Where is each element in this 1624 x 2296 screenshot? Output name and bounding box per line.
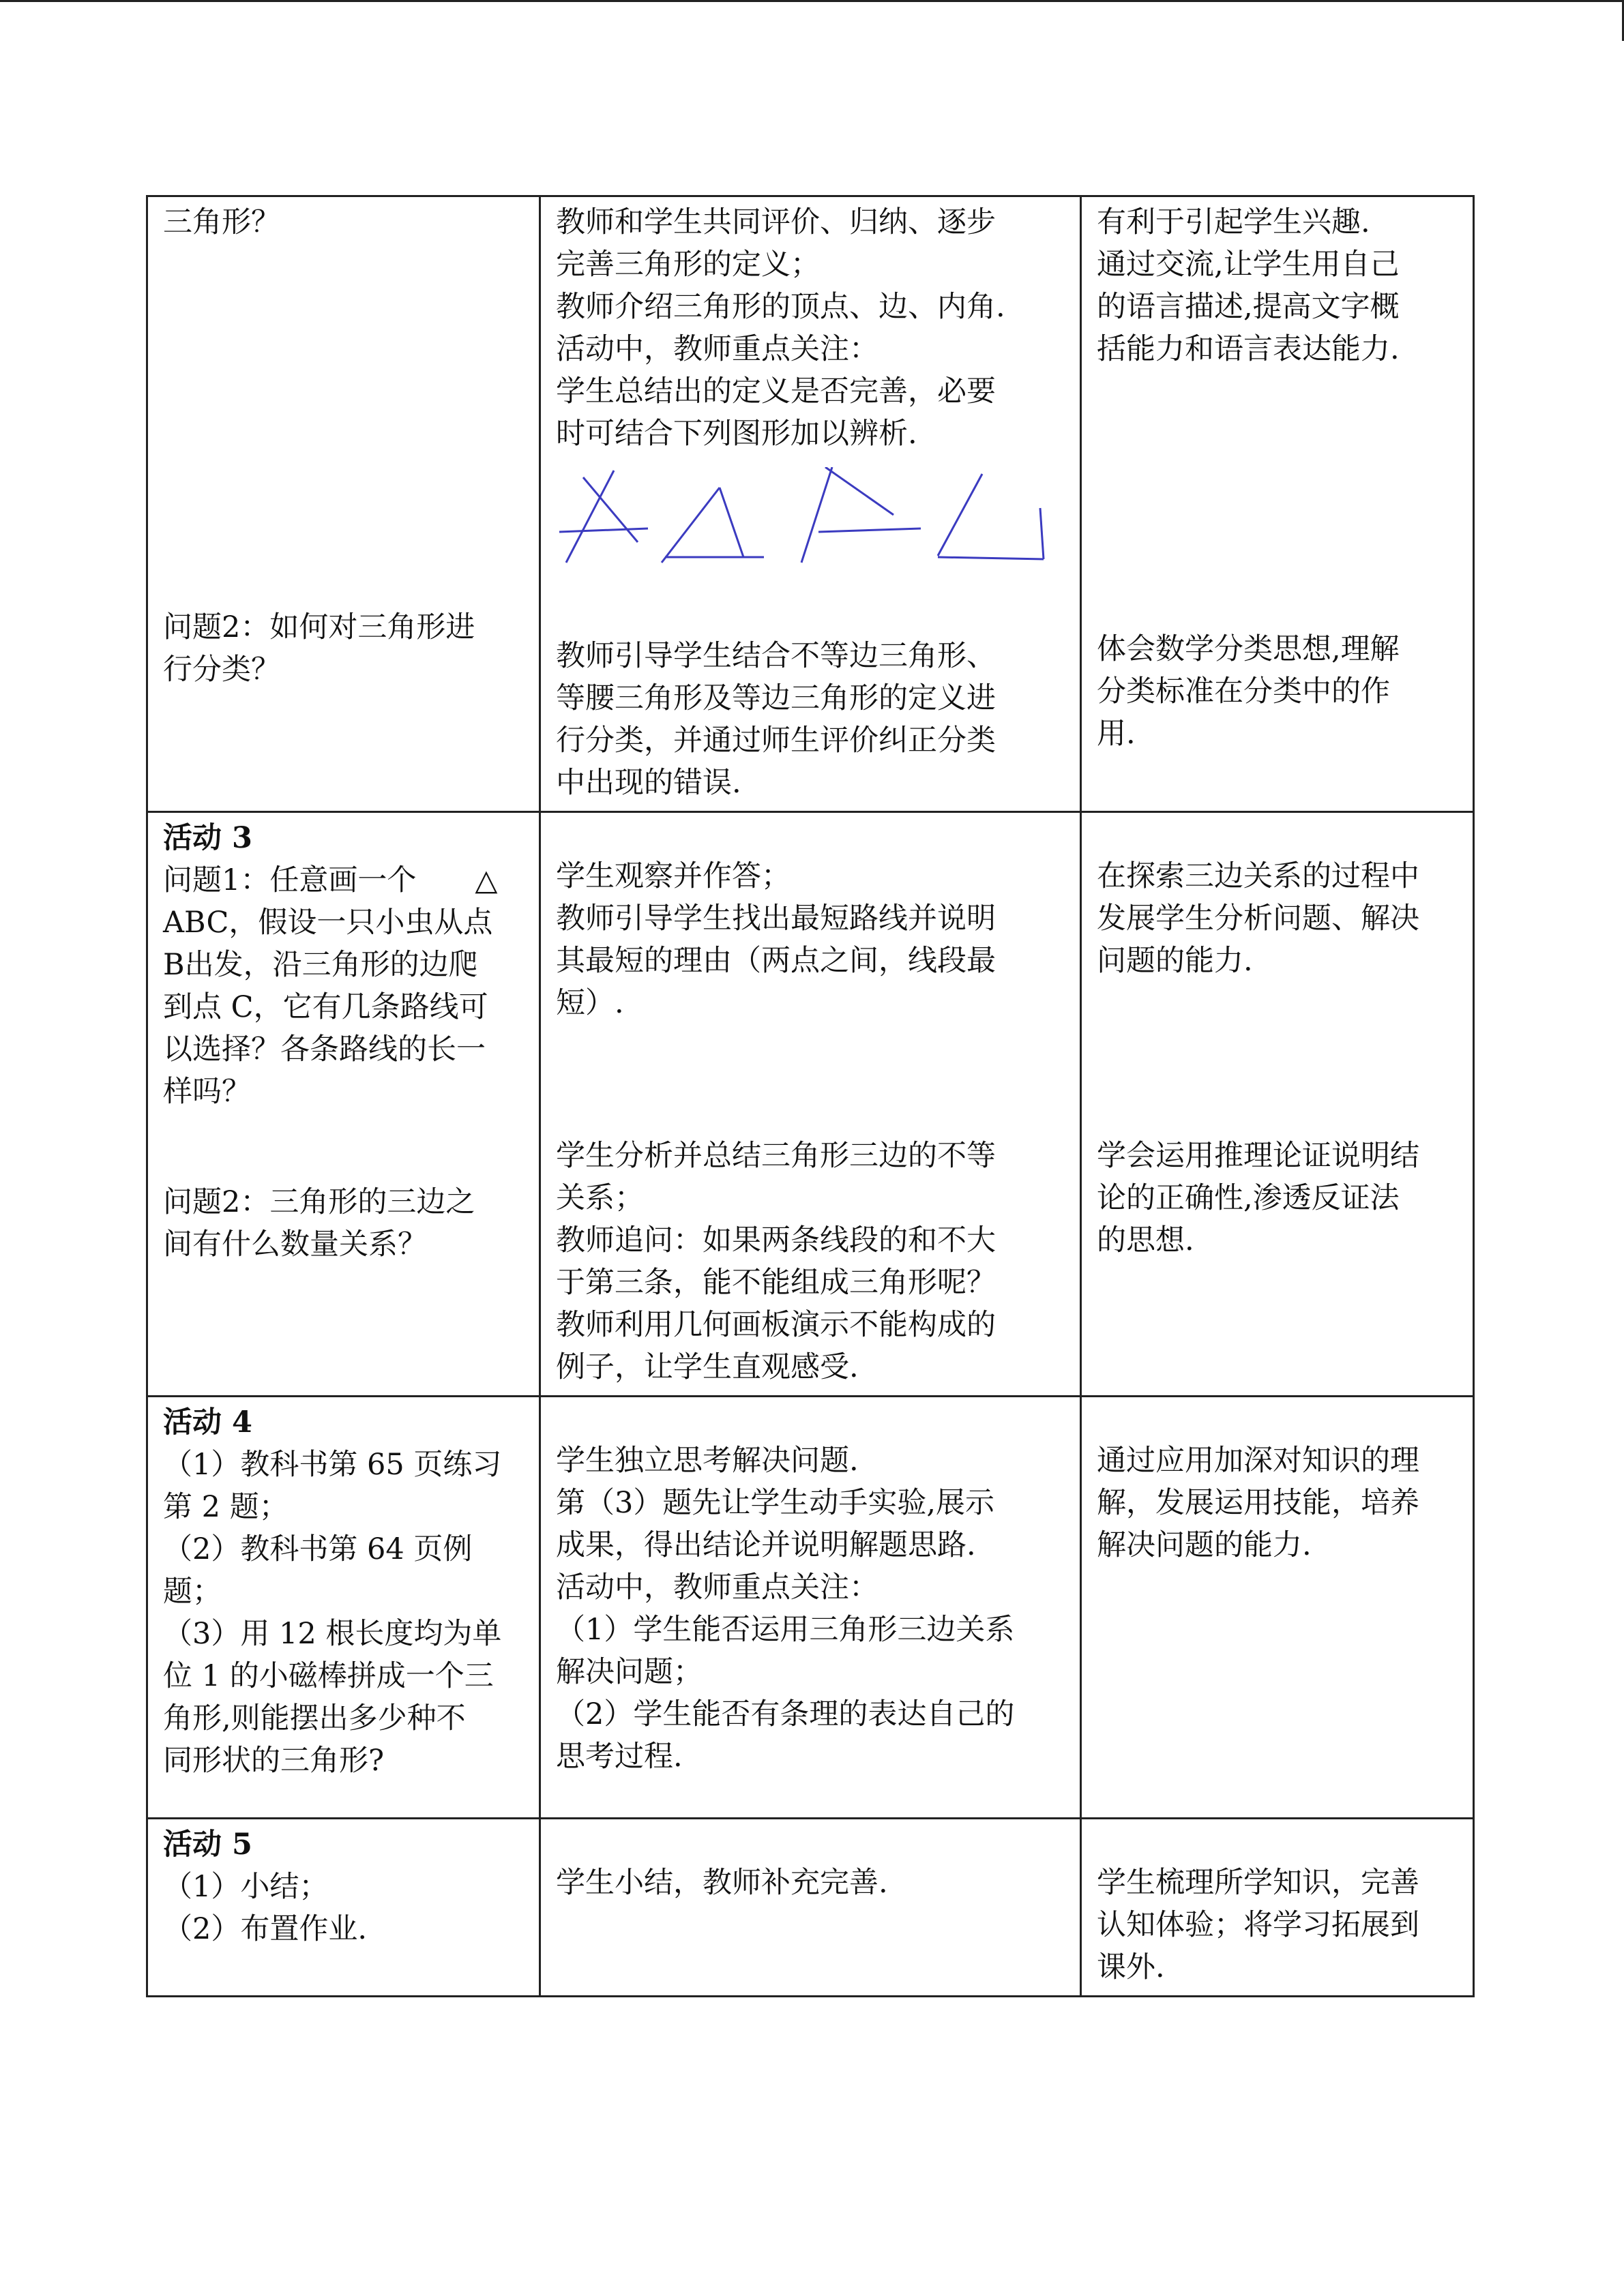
design-intent-text: 学生梳理所学知识，完善 认知体验；将学习拓展到 课外. [1097,1866,1419,1984]
table-cell [1081,1819,1474,1997]
activity-title: 活动 4 [163,1405,252,1440]
design-intent-text: 通过应用加深对知识的理 解，发展运用技能，培养 解决问题的能力. [1097,1444,1419,1562]
question-text: 问题2：如何对三角形进 行分类？ [163,610,475,687]
design-intent-text: 学会运用推理论证说明结 论的正确性,渗透反证法 的思想. [1097,1139,1419,1257]
table-cell [147,812,540,1397]
table-row [147,196,1474,812]
question-text: 问题2：三角形的三边之 间有什么数量关系？ [163,1185,475,1262]
table-cell [1081,812,1474,1397]
table-cell [147,1819,540,1997]
teacher-activity-text: 学生观察并作答； 教师引导学生找出最短路线并说明 其最短的理由（两点之间，线段最 短）. [556,859,996,1020]
design-intent-text: 在探索三边关系的过程中 发展学生分析问题、解决 问题的能力. [1097,859,1419,978]
teacher-activity-text: 学生小结，教师补充完善. [556,1866,888,1900]
table-row [147,1819,1474,1997]
triangle-figures-diagram [556,467,1061,569]
figure-crossing-lines [559,471,648,563]
table-cell [147,1397,540,1819]
table-row [147,812,1474,1397]
lesson-plan-table [146,195,1475,1997]
activity-title: 活动 3 [163,821,252,855]
question-text: 三角形？ [163,205,280,239]
question-text: 问题1：任意画一个 △ ABC，假设一只小虫从点 B出发，沿三角形的边爬 到点 C，它有几条路线可 以选择？各条路线的长一 样吗？ [163,863,498,1109]
figure-unclosed-shape [938,474,1044,559]
table-cell [1081,196,1474,812]
design-intent-text: 体会数学分类思想,理解 分类标准在分类中的作 用. [1097,632,1400,751]
figure-triangle-with-extension [662,488,764,563]
page-top-border [0,0,1624,2]
teacher-activity-text: 学生分析并总结三角形三边的不等 关系； 教师追问：如果两条线段的和不大 于第三条，能不能组成三角形呢？ 教师利用几何画板演示不能构成的 例子，让学生直观感受. [556,1139,996,1384]
table-cell [540,196,1081,812]
task-list-text: （1）教科书第 65 页练习 第 2 题； （2）教科书第 64 页例 题； （3）用 12 根长度均为单 位 1 的小磁棒拼成一个三 角形,则能摆出多少种不 同形状的三角形? [163,1448,502,1778]
table-cell [147,196,540,812]
table-cell [540,1397,1081,1819]
table-cell [1081,1397,1474,1819]
activity-title: 活动 5 [163,1828,252,1862]
teacher-activity-text: 教师和学生共同评价、归纳、逐步 完善三角形的定义； 教师介绍三角形的顶点、边、内角. 活动中，教师重点关注： 学生总结出的定义是否完善，必要 时可结合下列图形加以辨析. [556,205,1005,451]
teacher-activity-text: 教师引导学生结合不等边三角形、 等腰三角形及等边三角形的定义进 行分类，并通过师生评价纠正分类 中出现的错误. [556,639,996,800]
design-intent-text: 有利于引起学生兴趣. 通过交流,让学生用自己 的语言描述,提高文字概 括能力和语言表达能力. [1097,205,1400,366]
figure-open-triangle [801,467,921,563]
teacher-activity-text: 学生独立思考解决问题. 第（3）题先让学生动手实验,展示 成果，得出结论并说明解题思路. 活动中，教师重点关注： （1）学生能否运用三角形三边关系 解决问题； （2）学生能否有条理的表达自己的 思考过程. [556,1444,1015,1774]
task-list-text: （1）小结； （2）布置作业. [163,1870,368,1946]
table-row [147,1397,1474,1819]
table-cell [540,812,1081,1397]
table-cell [540,1819,1081,1997]
